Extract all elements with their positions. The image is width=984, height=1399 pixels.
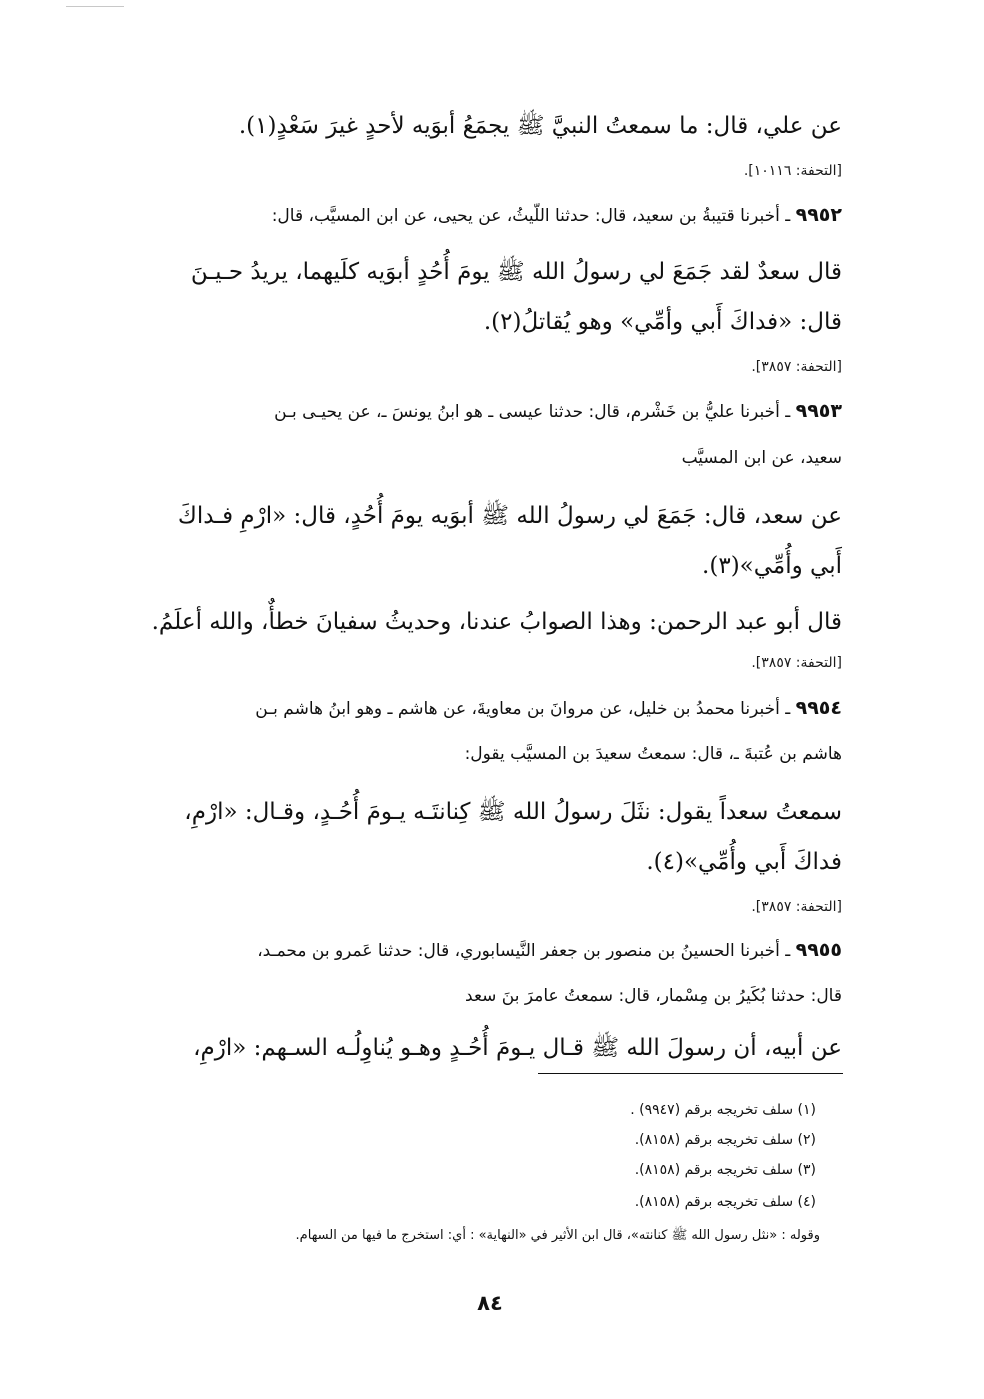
hadith-9954-reference: [التحفة: ٣٨٥٧].	[751, 899, 842, 915]
hadith-9954-number: ٩٩٥٤	[795, 697, 842, 719]
hadith-9953-text-line-1: عن سعد، قال: جَمَعَ لي رسولُ الله ﷺ أبوَيه يومَ أُحُدٍ، قال: «ارْمِ فـداكَ	[177, 503, 842, 529]
footnote-3: (٣) سلف تخريجه برقم (٨١٥٨).	[634, 1162, 816, 1178]
hadith-9953-chain-text: ـ أخبرنا عليُّ بن خَشْرم، قال: حدثنا عيسى ـ هو ابنُ يونسَ ـ، عن يحيـى بـن	[274, 402, 796, 422]
hadith-9953-number: ٩٩٥٣	[795, 400, 842, 422]
hadith-9955-number: ٩٩٥٥	[795, 939, 842, 961]
hadith-9953-reference: [التحفة: ٣٨٥٧].	[751, 655, 842, 671]
hadith-9954-text-line-2: فداكَ أَبي وأُمِّي»(٤).	[646, 849, 842, 875]
hadith-9953-chain-line-1	[136, 391, 842, 433]
hadith-9955-chain-line-2: قال: حدثنا بُكَيرُ بن مِسْمار، قال: سمعتُ عامرَ بنَ سعد	[465, 986, 842, 1006]
hadith-9952-number: ٩٩٥٢	[795, 204, 842, 226]
hadith-9952-reference: [التحفة: ٣٨٥٧].	[751, 359, 842, 375]
hadith-9952-text-line-2: قال: «فداكَ أَبي وأمِّي» وهو يُقاتلُ(٢).	[483, 309, 842, 335]
footnote-separator	[538, 1073, 843, 1074]
hadith-9954-chain-line-2: هاشم بن عُتبةَ ـ، قال: سمعتُ سعيدَ بن المسيَّب يقول:	[464, 744, 842, 764]
hadith-9954-text-line-1: سمعتُ سعداً يقول: نثَلَ رسولُ الله ﷺ كِنانتَـه يـومَ أُحُـدٍ، وقـال: «ارْمِ،	[184, 799, 842, 825]
hadith-9954-chain-line-1	[136, 688, 842, 730]
hadith-9951-reference: [التحفة: ١٠١١٦].	[743, 163, 842, 179]
hadith-9955-text: عن أبيه، أن رسولَ الله ﷺ قـال يـومَ أُحُـدٍ وهـو يُناوِلُـه السـهم: «ارْمِ،	[193, 1035, 842, 1061]
page-number: ٨٤	[477, 1291, 503, 1315]
footnote-4: (٤) سلف تخريجه برقم (٨١٥٨).	[634, 1194, 816, 1210]
footnote-2: (٢) سلف تخريجه برقم (٨١٥٨).	[634, 1132, 816, 1148]
hadith-9954-chain-text: ـ أخبرنا محمدُ بن خليل، عن مروانَ بن معاويةَ، عن هاشم ـ وهو ابنُ هاشم بـن	[255, 699, 796, 719]
hadith-9952-chain	[136, 195, 842, 237]
hadith-9953-chain-line-2: سعيد، عن ابن المسيَّب	[681, 448, 842, 468]
hadith-9952-chain-text: ـ أخبرنا قتيبةُ بن سعيد، قال: حدثنا اللّيثُ، عن يحيى، عن ابن المسيَّب، قال:	[271, 206, 796, 226]
hadith-9952-text-line-1: قال سعدٌ لقد جَمَعَ لي رسولُ الله ﷺ يومَ أُحُدٍ أبوَيه كلَيهما، يريدُ حـيـنَ	[190, 259, 842, 285]
hadith-9953-text-line-2: أَبي وأُمِّي»(٣).	[702, 553, 842, 579]
footnote-1: (١) سلف تخريجه برقم (٩٩٤٧) .	[630, 1102, 816, 1118]
hadith-9955-chain-line-1	[136, 930, 842, 972]
hadith-9953-comment: قال أبو عبد الرحمن: وهذا الصوابُ عندنا، وحديثُ سفيانَ خطأٌ، والله أعلَمُ.	[151, 609, 842, 635]
scan-corner-mark	[66, 6, 124, 7]
footnote-note: وقوله : «نثل رسول الله ﷺ كنانته»، قال ابن الأثير في «النهاية» : أي: استخرج ما فيها من السهام.	[295, 1228, 820, 1243]
hadith-9955-chain-text: ـ أخبرنا الحسينُ بن منصور بن جعفر النَّيسابوري، قال: حدثنا عَمرو بن محمـد،	[257, 941, 796, 961]
hadith-9951-text: عن علي، قال: ما سمعتُ النبيَّ ﷺ يجمَعُ أبوَيه لأحدٍ غيرَ سَعْدٍ(١).	[238, 113, 842, 139]
